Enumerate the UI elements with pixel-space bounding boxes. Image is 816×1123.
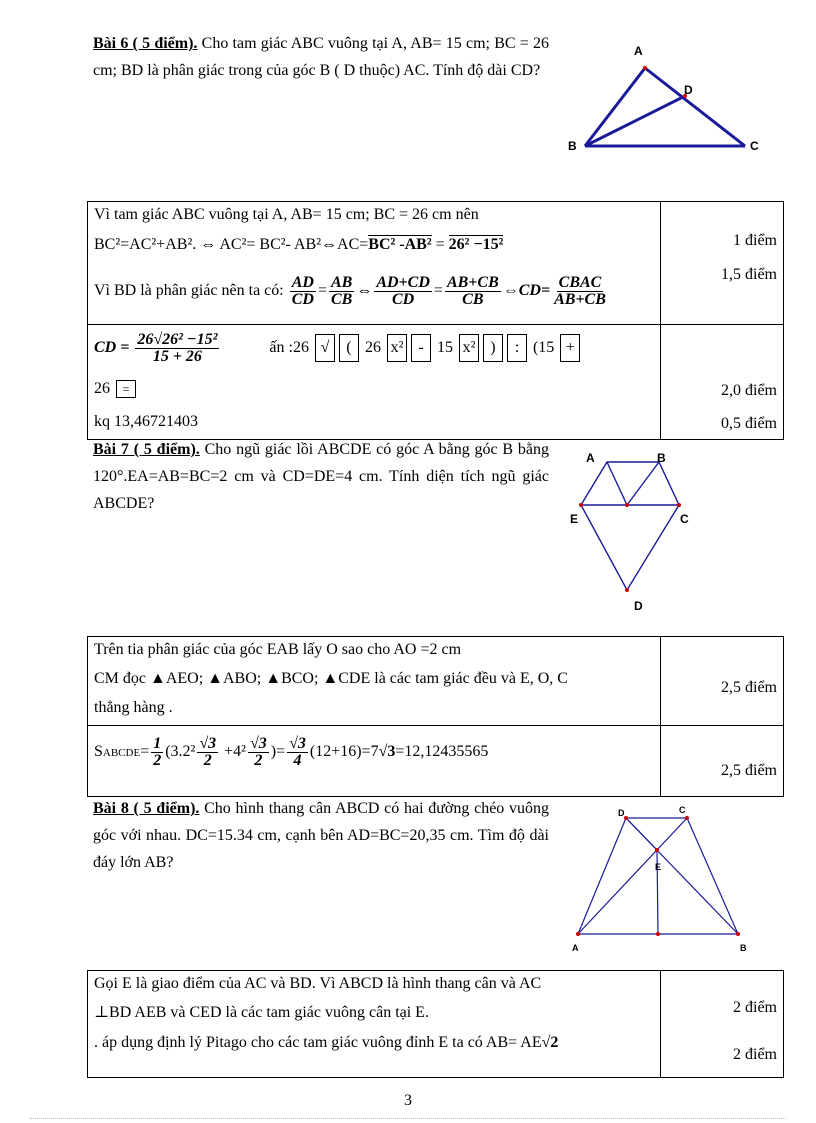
solution-line: 26 = — [94, 371, 654, 407]
label-c: C — [679, 805, 686, 815]
fraction: $\frac{\text{26√26² −15²}}{15 + 26}$ — [137, 330, 218, 365]
label-d: D — [618, 808, 625, 818]
key-x2: x² — [387, 334, 407, 362]
problem-6-solution-table — [87, 201, 784, 440]
solution-line: thẳng hàng . — [94, 699, 173, 716]
label-e: E — [655, 862, 662, 872]
solution-line: SABCDE= $\frac{1}{2}$ (3.2² $\frac{√3}{2}$ +4² $\frac{√3}{2}$ )= $\frac{√3}{4}$ (12+16)=7√3=12,12435565 — [94, 734, 489, 769]
score: 1,5 điểm — [721, 266, 777, 283]
score: 2,5 điểm — [721, 679, 777, 696]
problem-7-title: Bài 7 ( 5 điểm). — [93, 441, 200, 458]
sqrt-expression: BC² -AB² — [368, 236, 432, 253]
key-x2: x² — [459, 334, 479, 362]
key-rparen: ) — [483, 334, 503, 362]
score: 0,5 điểm — [721, 415, 777, 432]
solution-line: CD = $\frac{\text{26√26² −15²}}{15 + 26}$ ấn :26 √ ( 26 x² - 15 x² ) : (15 + — [94, 325, 654, 371]
fraction: $\frac{√3}{2}$ — [199, 734, 217, 769]
triangle-abc-figure — [560, 38, 770, 158]
problem-8-title: Bài 8 ( 5 điểm). — [93, 800, 200, 817]
label-c: C — [750, 139, 759, 153]
fraction: $\frac{√3}{4}$ — [289, 734, 306, 769]
fraction: $\frac{1}{2}$ — [153, 734, 162, 769]
score: 2,5 điểm — [721, 762, 777, 779]
solution-line: ⊥BD AEB và CED là các tam giác vuông cân tại E. — [94, 1004, 429, 1021]
equals: = — [431, 236, 449, 253]
score-cell — [661, 971, 784, 1078]
solution-line: Trên tia phân giác của góc EAB lấy O sao cho AO =2 cm — [94, 641, 462, 658]
problem-7-text — [93, 436, 549, 517]
fraction: $\frac{AB}{CB}$ — [330, 273, 353, 308]
label-b: B — [657, 451, 666, 465]
table-row — [88, 971, 784, 1078]
footer-divider — [30, 1118, 786, 1119]
solution-line: Vì BD là phân giác nên ta có: $\frac{AD}{CD}$ = $\frac{AB}{CB}$ ⇔ $\frac{AD+CD}{CD}$ = $\frac{AB+CB}{CB}$ ⇔CD= $\frac{\text{CBAC}}{AB+CB}$ — [94, 273, 606, 308]
score-cell — [661, 202, 784, 325]
key-plus: + — [560, 334, 580, 362]
solution-line — [94, 230, 654, 262]
label-a: A — [572, 943, 579, 953]
problem-8-text — [93, 795, 549, 876]
bisector-text: Vì BD là phân giác nên ta có: — [94, 282, 284, 299]
pentagon-abcde-figure — [560, 445, 700, 615]
score-cell — [661, 726, 784, 797]
problem-6-title: Bài 6 ( 5 điểm). — [93, 35, 198, 52]
solution-line: Vì tam giác ABC vuông tại A, AB= 15 cm; BC = 26 cm nên — [94, 206, 479, 223]
label-b: B — [740, 943, 747, 953]
trapezoid-abcd-figure — [560, 800, 760, 960]
key-colon: : — [507, 334, 527, 362]
page-number: 3 — [404, 1092, 412, 1109]
table-row — [88, 202, 784, 325]
label-b: B — [568, 139, 577, 153]
score: 2 điểm — [733, 1046, 777, 1063]
key-lparen: ( — [339, 334, 359, 362]
score: 1 điểm — [733, 232, 777, 249]
problem-8-body: Cho hình thang cân ABCD có hai đường chéo vuông góc với nhau. DC=15.34 cm, cạnh bên AD=BC=20,35 cm. Tìm độ dài đáy lớn AB? — [93, 800, 550, 871]
score: 2,0 điểm — [721, 382, 777, 399]
solution-line: kq 13,46721403 — [94, 413, 198, 430]
problem-6-body: Cho tam giác ABC vuông tại A, AB= 15 cm; BC = 26 cm; BD là phân giác trong của góc B ( D thuộc) AC. Tính độ dài CD? — [93, 35, 550, 79]
label-d: D — [684, 83, 693, 97]
key-sqrt: √ — [315, 334, 335, 362]
label-a: A — [634, 44, 643, 58]
fraction: $\frac{AB+CB}{CB}$ — [446, 273, 499, 308]
solution-line: . áp dụng định lý Pitago cho các tam giác vuông đỉnh E ta có AB= AE√2 — [94, 1034, 559, 1051]
solution-line: Gọi E là giao điểm của AC và BD. Vì ABCD là hình thang cân và AC — [94, 975, 542, 992]
table-row — [88, 726, 784, 797]
fraction: $\frac{AD+CD}{CD}$ — [376, 273, 430, 308]
table-row — [88, 637, 784, 726]
key-minus: - — [411, 334, 431, 362]
label-d: D — [634, 599, 643, 613]
score-cell — [661, 325, 784, 440]
keypress-label: ấn :26 — [269, 339, 309, 356]
fraction: $\frac{\text{CBAC}}{AB+CB}$ — [554, 273, 606, 308]
fraction: $\frac{√3}{2}$ — [249, 734, 267, 769]
sqrt-expression: 26² −15² — [448, 236, 504, 253]
problem-7-body: Cho ngũ giác lồi ABCDE có góc A bằng góc B bằng 120°.EA=AB=BC=2 cm và CD=DE=4 cm. Tính diện tích ngũ giác ABCDE? — [93, 441, 549, 512]
problem-8-solution-table — [87, 970, 784, 1078]
key-equals: = — [116, 380, 136, 398]
fraction: $\frac{AD}{CD}$ — [291, 273, 314, 308]
table-row — [88, 325, 784, 440]
sqrt-expression: √2 — [541, 1034, 559, 1051]
score-cell — [661, 637, 784, 726]
score: 2 điểm — [733, 999, 777, 1016]
problem-7-solution-table — [87, 636, 784, 797]
pythagoras-eq: BC²=AC²+AB². ⇔ AC²= BC²- AB²⇔AC= — [94, 236, 369, 253]
solution-line: CM đọc ▲AEO; ▲ABO; ▲BCO; ▲CDE là các tam giác đều và E, O, C — [94, 670, 568, 687]
problem-6-text — [93, 30, 549, 84]
label-e: E — [570, 512, 579, 526]
label-c: C — [680, 512, 689, 526]
label-a: A — [586, 451, 595, 465]
